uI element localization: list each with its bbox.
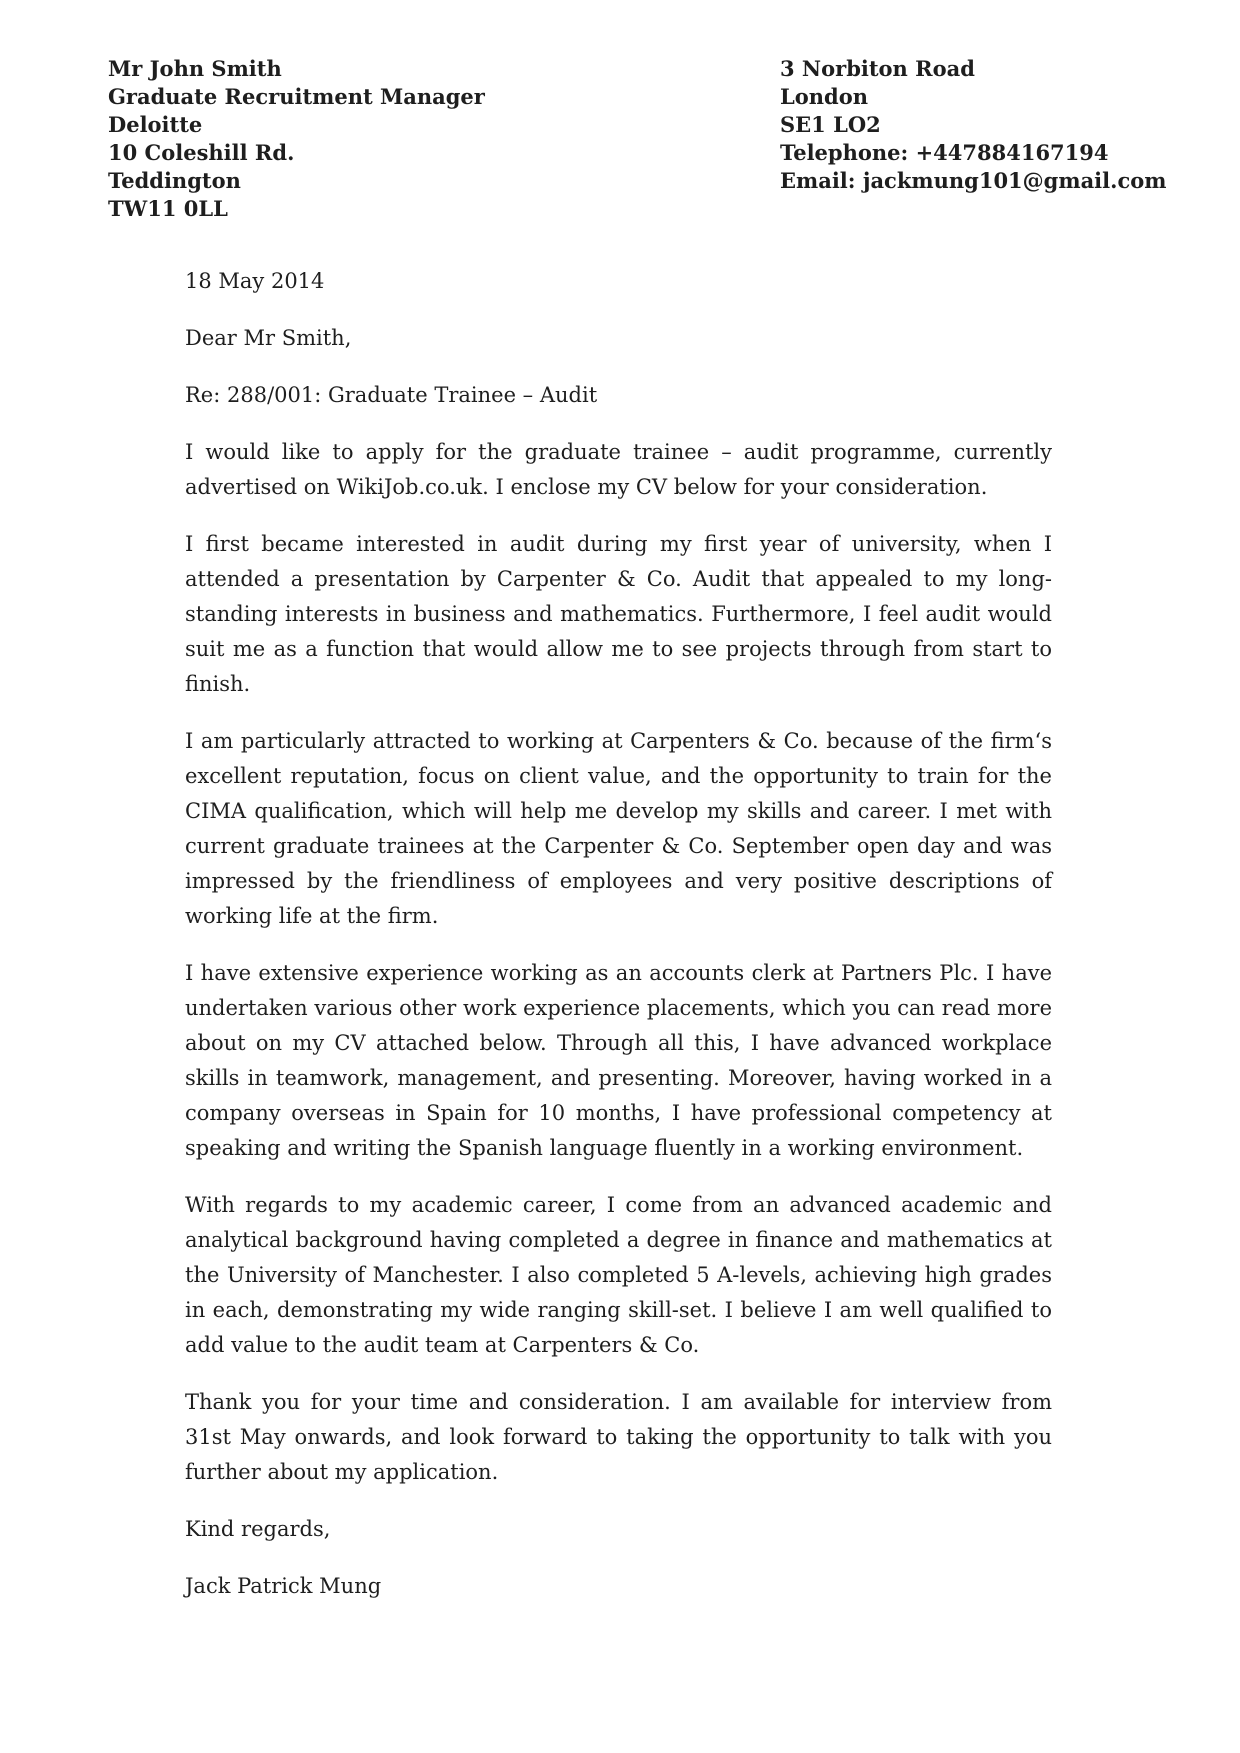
paragraph-interest: I first became interested in audit during my first year of university, when I attended a presentation by Carpenter & Co. Audit that appealed to my long-standing interests in business and mathematics. Furthermore, I feel audit would suit me as a function that would allow me to see projects through from start to finish. xyxy=(185,532,1052,696)
signature-name: Jack Patrick Mung xyxy=(185,1574,382,1598)
paragraph-firm-attraction: I am particularly attracted to working at Carpenters & Co. because of the firm‘s excellent reputation, focus on client value, and the opportunity to train for the CIMA qualification, which will help me develop my skills and career. I met with current graduate trainees at the Carpenter & Co. September open day and was impressed by the friendliness of employees and very positive descriptions of working life at the firm. xyxy=(185,729,1052,928)
recipient-town: Teddington xyxy=(108,168,241,193)
paragraph-thanks: Thank you for your time and consideration. I am available for interview from 31st May onwards, and look forward to taking the opportunity to talk with you further about my application. xyxy=(185,1390,1052,1484)
sender-postcode: SE1 LO2 xyxy=(780,112,881,137)
letter-body xyxy=(185,264,1052,1626)
recipient-postcode: TW11 0LL xyxy=(108,196,228,221)
paragraph-experience: I have extensive experience working as an accounts clerk at Partners Plc. I have undertaken various other work experience placements, which you can read more about on my CV attached below. Through all this, I have advanced workplace skills in teamwork, management, and presenting. Moreover, having worked in a company overseas in Spain for 10 months, I have professional competency at speaking and writing the Spanish language fluently in a working environment. xyxy=(185,961,1052,1160)
sender-telephone: Telephone: +447884167194 xyxy=(780,140,1109,165)
paragraph-academic: With regards to my academic career, I come from an advanced academic and analytical background having completed a degree in finance and mathematics at the University of Manchester. I also completed 5 A-levels, achieving high grades in each, demonstrating my wide ranging skill-set. I believe I am well qualified to add value to the audit team at Carpenters & Co. xyxy=(185,1193,1052,1357)
closing: Kind regards, xyxy=(185,1517,331,1541)
salutation: Dear Mr Smith, xyxy=(185,326,352,350)
recipient-job-title: Graduate Recruitment Manager xyxy=(108,84,485,109)
sender-email: Email: jackmung101@gmail.com xyxy=(780,168,1167,193)
recipient-street: 10 Coleshill Rd. xyxy=(108,140,295,165)
paragraph-intro: I would like to apply for the graduate trainee – audit programme, currently advertised on WikiJob.co.uk. I enclose my CV below for your consideration. xyxy=(185,440,1052,499)
recipient-address-block xyxy=(108,55,485,223)
subject-line: Re: 288/001: Graduate Trainee – Audit xyxy=(185,383,598,407)
sender-city: London xyxy=(780,84,868,109)
recipient-company: Deloitte xyxy=(108,112,203,137)
letter-date: 18 May 2014 xyxy=(185,269,325,293)
sender-address-block xyxy=(780,55,1166,195)
sender-street: 3 Norbiton Road xyxy=(780,56,975,81)
recipient-name: Mr John Smith xyxy=(108,56,282,81)
